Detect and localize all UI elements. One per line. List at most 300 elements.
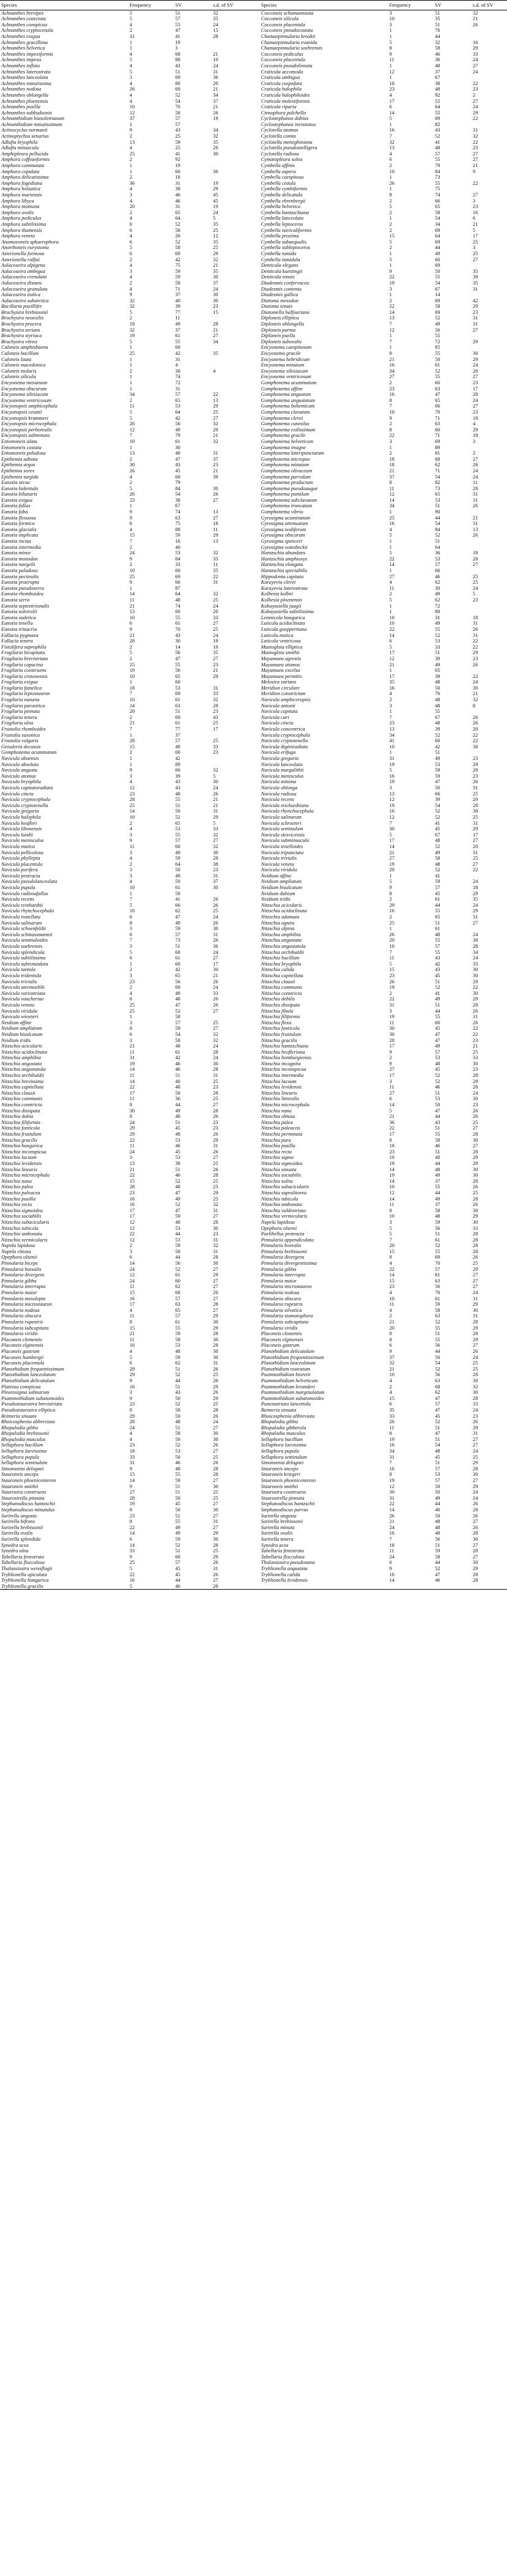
sv-cell: 45 — [175, 467, 180, 474]
sd-sv-cell: 43 — [213, 714, 218, 720]
col-gap — [247, 1554, 260, 1560]
frequency-cell-right: 19 — [389, 1172, 394, 1178]
species-cell: Nitzschia paleacea — [1, 1189, 40, 1196]
sd-sv-cell-right: 27 — [473, 157, 478, 163]
species-cell-right: Chamaepinnularia krookii — [261, 33, 316, 39]
col-gap — [247, 1137, 260, 1144]
sv-cell-right: 63 — [435, 1313, 440, 1319]
species-cell-right: Chamaepinnularia evanida — [261, 39, 317, 45]
species-cell: Navicula splendicula — [1, 949, 45, 955]
frequency-cell: 9 — [129, 579, 132, 586]
sv-cell-right: 62 — [435, 462, 440, 468]
col-gap — [247, 1407, 260, 1413]
species-cell-right: Nitzschia angustata — [261, 937, 302, 944]
table-row — [0, 650, 507, 656]
sd-sv-cell: 25 — [213, 227, 218, 233]
table-row — [0, 515, 507, 521]
col-gap — [247, 1026, 260, 1032]
frequency-cell-right: 16 — [389, 908, 394, 914]
frequency-cell: 1 — [129, 356, 132, 362]
sv-cell: 31 — [175, 204, 180, 210]
sd-sv-cell-right: 30 — [473, 1137, 478, 1143]
frequency-cell: 26 — [129, 491, 135, 497]
table-row — [0, 1014, 507, 1020]
frequency-cell: 25 — [129, 351, 135, 357]
species-cell: Nitzschia communis — [1, 1096, 43, 1102]
species-cell-right: Melosira varians — [261, 679, 297, 685]
col-gap — [247, 1360, 260, 1366]
sd-sv-cell-right — [472, 926, 507, 932]
col-gap — [247, 1002, 260, 1008]
sd-sv-cell: 31 — [213, 1565, 218, 1571]
col-gap — [247, 633, 260, 639]
sd-sv-cell-right: 24 — [473, 1407, 478, 1413]
sd-sv-cell: 28 — [213, 1301, 218, 1308]
sv-cell-right: 52 — [435, 1319, 440, 1325]
col-gap — [247, 221, 260, 228]
col-gap — [247, 844, 260, 850]
sd-sv-cell: 28 — [212, 1584, 247, 1590]
sd-sv-cell-right: 33 — [473, 51, 478, 57]
species-cell-right: Gomphonema lateripunctatum — [261, 450, 324, 456]
sd-sv-cell-right: 33 — [473, 1055, 478, 1061]
sv-cell-right: 59 — [435, 1219, 440, 1225]
frequency-cell-right: 11 — [389, 1548, 394, 1554]
species-cell-right: Nitzschia valdestriata — [261, 1207, 306, 1213]
species-cell-right: Synedra acus — [261, 1542, 289, 1548]
frequency-cell: 15 — [129, 1178, 135, 1184]
table-row — [0, 1002, 507, 1008]
table-row — [0, 1378, 507, 1384]
species-cell-right: Karayevia clevei — [261, 579, 296, 586]
col-gap — [247, 1290, 260, 1296]
species-cell-right: Stauroneis phoenicenteron — [261, 1478, 316, 1484]
species-cell: Encyonema silesiacum — [1, 392, 48, 398]
sv-cell: 66 — [175, 767, 180, 773]
sv-cell-right: 79 — [435, 163, 440, 169]
table-row — [0, 462, 507, 468]
sv-cell: 49 — [175, 321, 180, 327]
frequency-cell: 14 — [129, 808, 135, 814]
sv-cell-right: 52 — [435, 867, 440, 873]
sd-sv-cell: 33 — [213, 743, 218, 750]
species-cell-right: Navicula capitata — [261, 709, 298, 715]
sd-sv-cell: 32 — [213, 133, 218, 140]
sv-cell-right: 47 — [435, 1037, 440, 1043]
species-cell-right: Cocconeis pseudocostata — [261, 28, 313, 34]
table-row — [0, 262, 507, 269]
frequency-cell: 15 — [129, 1290, 135, 1296]
sd-sv-cell: 23 — [213, 1184, 218, 1190]
frequency-cell-right: 12 — [389, 491, 394, 497]
col-gap — [247, 57, 260, 63]
sd-sv-cell-right — [472, 75, 507, 81]
sd-sv-cell — [212, 503, 247, 509]
sd-sv-cell: 27 — [213, 415, 218, 421]
species-cell: Navicula aboensis — [1, 756, 39, 761]
species-cell: Fragilaria exigua — [1, 679, 38, 685]
table-row — [0, 1319, 507, 1325]
species-cell-right: Nitzschia nana — [261, 1107, 292, 1114]
table-row — [0, 726, 507, 732]
col-gap — [247, 1161, 260, 1167]
col-gap — [247, 1090, 260, 1096]
species-cell-right: Hantzschia amphioxys — [261, 556, 308, 562]
sv-cell-right: 36 — [435, 57, 440, 63]
col-gap — [247, 1425, 260, 1431]
sv-cell-right: 56 — [435, 1372, 440, 1378]
frequency-cell-right: 22 — [389, 433, 394, 439]
species-cell: Eunotia bilunaris — [1, 491, 37, 497]
species-cell: Placoneis hambergii — [1, 1354, 44, 1360]
table-row — [0, 45, 507, 51]
frequency-cell-right: 1 — [389, 509, 392, 515]
sv-cell-right: 41 — [435, 873, 440, 879]
sv-cell: 46 — [175, 198, 180, 204]
col-gap — [247, 1530, 260, 1536]
sv-cell-right: 37 — [435, 1178, 440, 1184]
frequency-cell: 23 — [129, 1442, 135, 1448]
table-row — [0, 204, 507, 210]
sd-sv-cell — [212, 679, 247, 685]
species-cell-right: Cocconeis pseudolineata — [261, 62, 313, 69]
sv-cell-right: 61 — [435, 1272, 440, 1278]
frequency-cell: 11 — [129, 1096, 135, 1102]
col-gap — [247, 1167, 260, 1173]
sv-cell: 42 — [175, 415, 180, 421]
species-cell: Amphora holsatica — [1, 186, 40, 192]
sv-cell-right — [434, 1584, 472, 1590]
sv-cell-right: 39 — [435, 673, 440, 679]
col-gap — [247, 1513, 260, 1519]
sd-sv-cell-right: 30 — [473, 1472, 478, 1478]
col-gap — [247, 480, 260, 486]
col-gap — [247, 45, 260, 51]
species-cell-right: Gomphonema angustatum — [261, 397, 315, 403]
sv-cell: 69 — [175, 86, 180, 92]
sv-cell: 51 — [175, 69, 180, 75]
sd-sv-cell-right: 29 — [473, 1266, 478, 1272]
sd-sv-cell — [212, 480, 247, 486]
frequency-cell-right: 19 — [389, 802, 394, 808]
frequency-cell: 28 — [129, 738, 135, 744]
table-row — [0, 1431, 507, 1437]
frequency-cell-right: 18 — [389, 1143, 394, 1149]
species-cell-right: Diatoma mesodon — [261, 297, 298, 303]
sv-cell: 31 — [175, 180, 180, 186]
species-cell: Navicula capitatoradiata — [1, 784, 53, 791]
sv-cell: 48 — [175, 1419, 180, 1425]
species-cell: Nupela vitiosa — [1, 1248, 31, 1254]
sd-sv-cell — [212, 732, 247, 739]
species-cell-right: Luticola mutica — [261, 632, 294, 638]
sd-sv-cell: 26 — [213, 110, 218, 116]
frequency-cell: 1 — [129, 1014, 132, 1020]
sv-cell-right: 52 — [435, 732, 440, 738]
species-cell-right: Craticula ambigua — [261, 75, 300, 81]
col-gap — [247, 1038, 260, 1044]
sd-sv-cell-right: 26 — [473, 1254, 478, 1260]
sv-cell-right: 48 — [435, 1213, 440, 1219]
col-gap — [247, 1231, 260, 1237]
frequency-cell: 6 — [129, 1360, 132, 1366]
frequency-cell-right: 11 — [389, 1084, 394, 1090]
col-gap — [247, 1560, 260, 1566]
frequency-cell-right: 21 — [389, 1519, 394, 1525]
species-cell: Surirella splendida — [1, 1536, 41, 1542]
sd-sv-cell-right — [472, 750, 507, 756]
frequency-cell-right: 16 — [389, 392, 394, 398]
frequency-cell-right: 3 — [389, 286, 392, 292]
species-cell: Epithemia turgida — [1, 474, 39, 480]
frequency-cell: 6 — [129, 250, 132, 256]
sd-sv-cell-right: 27 — [473, 1542, 478, 1548]
sd-sv-cell: 35 — [213, 351, 218, 357]
sd-sv-cell-right: 29 — [473, 426, 478, 433]
sd-sv-cell-right: 29 — [473, 1301, 478, 1308]
sd-sv-cell — [212, 174, 247, 181]
sv-cell: 39 — [175, 773, 180, 779]
col-gap — [247, 239, 260, 245]
sv-cell-right: 51 — [435, 920, 440, 926]
sv-cell: 57 — [175, 1560, 180, 1566]
species-cell: Placoneis gastrum — [1, 1348, 40, 1354]
frequency-cell-right: 15 — [389, 233, 394, 239]
sv-cell: 89 — [175, 761, 180, 767]
species-cell: Stephanodiscus hantzschii — [1, 1501, 56, 1507]
col-gap — [247, 122, 260, 128]
frequency-cell-right: 2 — [389, 245, 392, 251]
sv-cell: 47 — [175, 1207, 180, 1213]
sd-sv-cell: 30 — [213, 967, 218, 973]
sd-sv-cell — [212, 762, 247, 768]
species-cell-right: Pinnularia subcapitata — [261, 1319, 309, 1325]
sd-sv-cell: 27 — [213, 655, 218, 661]
sd-sv-cell-right: 30 — [473, 351, 478, 357]
sv-cell-right: 51 — [435, 1331, 440, 1337]
species-cell: Pinnularia borealis — [1, 1266, 42, 1272]
frequency-cell-right: 18 — [389, 456, 394, 462]
table-row — [0, 1026, 507, 1032]
sv-cell-right: 51 — [435, 1542, 440, 1548]
species-cell-right: Diatoma tenuis — [261, 303, 293, 310]
table-row — [0, 1172, 507, 1178]
sd-sv-cell-right: 31 — [473, 491, 478, 497]
sd-sv-cell-right: 22 — [473, 638, 478, 644]
sd-sv-cell: 17 — [213, 961, 218, 967]
sd-sv-cell-right: 26 — [473, 1019, 478, 1026]
species-cell-right: Diploneis parma — [261, 327, 296, 333]
table-row — [0, 1249, 507, 1255]
frequency-cell-right: 4 — [389, 579, 392, 586]
sd-sv-cell-right: 28 — [473, 1507, 478, 1513]
sv-cell: 37 — [175, 732, 180, 738]
col-gap — [247, 1079, 260, 1085]
sv-cell-right: 68 — [435, 1383, 440, 1390]
frequency-cell-right: 4 — [389, 1307, 392, 1313]
frequency-cell: 27 — [129, 1489, 135, 1495]
sd-sv-cell-right: 28 — [473, 1243, 478, 1249]
sd-sv-cell-right: 30 — [473, 972, 478, 978]
col-gap — [247, 1495, 260, 1502]
species-cell-right: Gomphonema vibrio — [261, 509, 303, 515]
col-gap — [247, 1120, 260, 1126]
col-gap — [247, 762, 260, 768]
col-gap — [247, 1584, 260, 1590]
sv-cell-right: 72 — [435, 603, 440, 609]
sd-sv-cell-right: 26 — [473, 503, 478, 509]
species-cell-right: Hantzschia spectabilis — [261, 568, 308, 573]
table-row — [0, 1237, 507, 1243]
table-row — [0, 597, 507, 603]
species-cell-right: Nitzschia levidensis — [261, 1084, 302, 1090]
sv-cell: 54 — [175, 491, 180, 497]
col-gap — [247, 937, 260, 944]
sd-sv-cell-right: 31 — [473, 321, 478, 327]
table-row — [0, 1032, 507, 1038]
sd-sv-cell-right: 29 — [473, 1078, 478, 1084]
sd-sv-cell: 23 — [213, 750, 218, 756]
species-cell: Amphora pediculus — [1, 215, 42, 221]
frequency-cell: 6 — [129, 620, 132, 627]
frequency-cell: 2 — [129, 368, 132, 374]
frequency-cell-right: 14 — [389, 1178, 394, 1184]
table-row — [0, 985, 507, 991]
sd-sv-cell-right: 20 — [473, 726, 478, 732]
sv-cell-right: 44 — [435, 1501, 440, 1507]
table-row — [0, 586, 507, 592]
frequency-cell: 4 — [129, 262, 132, 269]
frequency-cell: 4 — [129, 474, 132, 480]
frequency-cell: 10 — [129, 614, 135, 620]
sv-cell-right: 52 — [435, 632, 440, 638]
sd-sv-cell: 24 — [213, 1043, 218, 1049]
sd-sv-cell: 31 — [213, 1207, 218, 1213]
frequency-cell: 6 — [129, 239, 132, 245]
table-row — [0, 896, 507, 903]
col-gap — [247, 10, 260, 16]
col-gap — [247, 269, 260, 275]
sd-sv-cell: 25 — [213, 626, 218, 632]
sv-cell: 49 — [175, 1530, 180, 1536]
table-row — [0, 1049, 507, 1055]
sd-sv-cell-right: 16 — [473, 39, 478, 45]
table-row — [0, 720, 507, 726]
species-cell: Achnanthes oblongella — [1, 92, 48, 98]
species-cell: Eunotia paludosa — [1, 568, 38, 573]
table-row — [0, 163, 507, 169]
sv-cell-right: 51 — [435, 750, 440, 756]
sv-cell-right: 34 — [435, 221, 440, 227]
species-cell-right: Nitzschia sigmoidea — [261, 1160, 303, 1166]
species-cell-right: Nitzschia calida — [261, 967, 294, 973]
sd-sv-cell-right: 25 — [473, 579, 478, 586]
species-cell: Pinnularia maior — [1, 1290, 37, 1296]
table-row — [0, 1478, 507, 1484]
sv-cell: 52 — [175, 1401, 180, 1407]
frequency-cell-right: 22 — [389, 996, 394, 1002]
sv-cell: 57 — [175, 1019, 180, 1026]
table-row — [0, 691, 507, 697]
table-row — [0, 1437, 507, 1443]
frequency-cell: 4 — [129, 215, 132, 221]
frequency-cell: 32 — [129, 297, 135, 303]
col-gap — [247, 862, 260, 868]
col-gap — [247, 1260, 260, 1267]
table-row — [0, 10, 507, 16]
sv-cell-right: 69 — [435, 438, 440, 444]
col-gap — [247, 1466, 260, 1472]
sd-sv-cell: 33 — [213, 614, 218, 620]
frequency-cell: 11 — [129, 403, 135, 409]
sv-cell-right: 52 — [435, 985, 440, 991]
sv-cell: 50 — [175, 867, 180, 873]
sv-cell-right: 61 — [435, 1237, 440, 1243]
sv-cell: 11 — [175, 315, 180, 321]
sv-cell-right: 58 — [435, 303, 440, 310]
frequency-cell: 23 — [129, 791, 135, 797]
sv-cell: 49 — [175, 450, 180, 456]
frequency-cell-right: 11 — [389, 1019, 394, 1026]
frequency-cell-right: 5 — [389, 256, 392, 262]
sd-sv-cell-right: 27 — [473, 151, 478, 157]
species-cell-right: Neidium affine — [261, 873, 292, 879]
col-gap — [247, 1014, 260, 1020]
col-gap — [247, 1413, 260, 1420]
frequency-cell-right: 13 — [389, 791, 394, 797]
sd-sv-cell: 27 — [213, 620, 218, 627]
species-cell: Navicula heufleri — [1, 820, 37, 826]
frequency-cell-right: 19 — [389, 1478, 394, 1484]
frequency-cell: 4 — [129, 80, 132, 86]
frequency-cell-right: 19 — [389, 779, 394, 785]
sv-cell: 64 — [175, 409, 180, 415]
species-cell-right: Neidium dubium — [261, 890, 295, 896]
frequency-cell: 28 — [129, 797, 135, 803]
frequency-cell-right: 15 — [389, 1248, 394, 1254]
frequency-cell-right: 28 — [389, 1037, 394, 1043]
col-gap — [247, 515, 260, 521]
col-gap — [247, 1484, 260, 1490]
frequency-cell-right: 29 — [389, 902, 394, 908]
sv-cell-right: 58 — [435, 45, 440, 51]
sd-sv-cell-right: 28 — [473, 1248, 478, 1254]
sd-sv-cell: 28 — [213, 855, 218, 862]
sd-sv-cell-right: 28 — [473, 1372, 478, 1378]
sd-sv-cell-right: 28 — [473, 1073, 478, 1079]
col-gap — [247, 116, 260, 122]
sv-cell-right: 54 — [435, 215, 440, 221]
col-gap — [247, 1313, 260, 1319]
frequency-cell-right: 17 — [389, 1043, 394, 1049]
table-row — [0, 1184, 507, 1190]
sd-sv-cell: 35 — [213, 16, 218, 22]
table-row — [0, 239, 507, 245]
species-cell-right: Cyclostephanos invisitatus — [261, 121, 316, 127]
sd-sv-cell-right: 30 — [473, 1207, 478, 1213]
col-gap — [247, 509, 260, 515]
species-cell-right: Navicula cryptocephala — [261, 732, 311, 738]
sv-cell-right: 64 — [435, 233, 440, 239]
table-row — [0, 1090, 507, 1096]
sv-cell: 61 — [175, 697, 180, 703]
sv-cell: 30 — [175, 368, 180, 374]
sv-cell-right: 76 — [435, 28, 440, 34]
sv-cell-right: 47 — [435, 1571, 440, 1577]
sd-sv-cell: 24 — [213, 985, 218, 991]
species-cell-right: Lemnicola hungarica — [261, 614, 305, 620]
sv-cell-right: 51 — [435, 10, 440, 16]
